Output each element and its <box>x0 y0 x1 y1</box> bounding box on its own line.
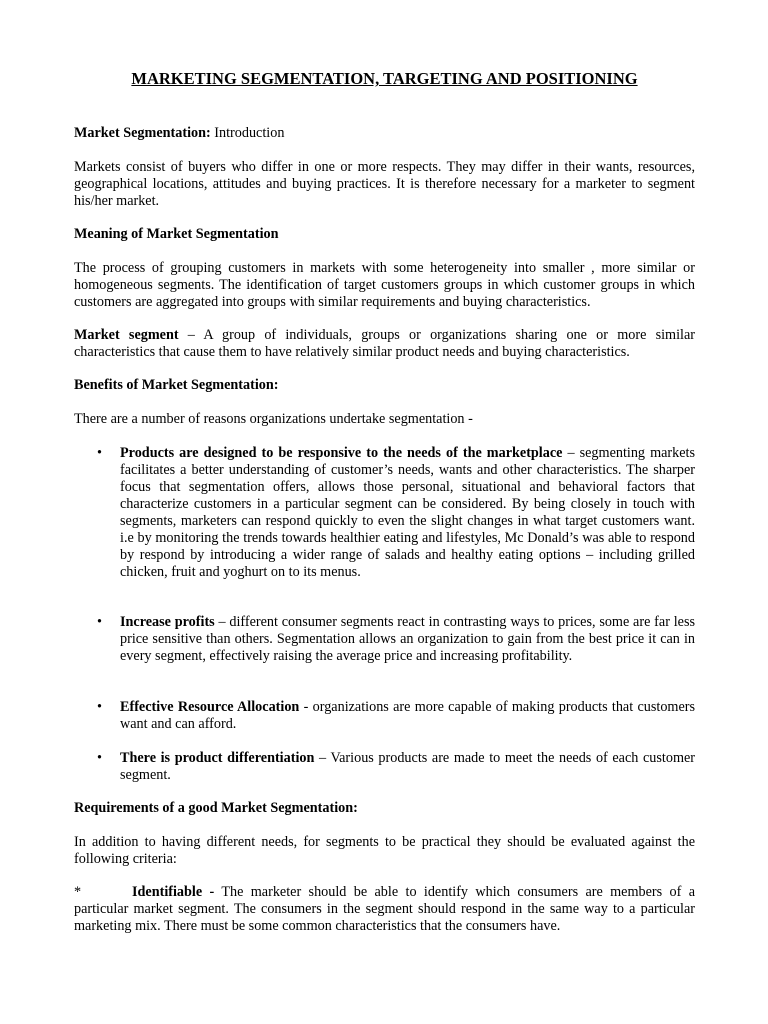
benefit-term: Increase profits <box>120 614 215 630</box>
segment-definition <box>74 327 695 361</box>
bullet-icon: • <box>97 445 102 461</box>
segment-text: – A group of individuals, groups or organizations sharing one or more similar characteristics that cause them to have relatively similar product needs and buying characteristics. <box>74 327 695 360</box>
benefit-text: – Various products are made to meet the needs of each customer segment. <box>120 750 695 783</box>
asterisk-marker: * <box>74 884 82 900</box>
bullet-icon: • <box>97 699 102 715</box>
criteria-identifiable <box>74 884 695 935</box>
criteria-text: The marketer should be able to identify which consumers are members of a particular market segment. The consumers in the segment should respond in the same way to a particular marketing mix. There must be some common characteristics that the consumers have. <box>74 884 695 934</box>
benefits-intro: There are a number of reasons organizations undertake segmentation - <box>74 411 473 427</box>
page-title: MARKETING SEGMENTATION, TARGETING AND POSITIONING <box>131 69 638 88</box>
intro-text: Introduction <box>210 125 285 141</box>
benefit-text: – segmenting markets facilitates a better understanding of customer’s needs, wants and other characteristics. The sharper focus that segmentation offers, allows those personal, situational and behavioral factors that characterize customers in a particular segment can be considered. By being closely in touch with segments, marketers can respond quickly to even the slight changes in what target customers want. i.e by monitoring the trends towards healthier eating and lifestyles, Mc Donald’s was able to respond by respond by introducing a wider range of salads and healthy eating options – including grilled chicken, fruit and yoghurt on to its menus. <box>120 445 695 580</box>
benefit-term: There is product differentiation <box>120 750 315 766</box>
benefit-term: Effective Resource Allocation <box>120 699 300 715</box>
list-item <box>97 750 695 784</box>
meaning-paragraph: The process of grouping customers in markets with some heterogeneity into smaller , more similar or homogeneous segments. The identification of target customers groups in which customer groups in which customers are aggregated into groups with similar requirements and buying characteristics. <box>74 260 695 310</box>
bullet-icon: • <box>97 614 102 630</box>
meaning-heading: Meaning of Market Segmentation <box>74 226 279 242</box>
requirements-heading: Requirements of a good Market Segmentation: <box>74 800 358 816</box>
intro-paragraph: Markets consist of buyers who differ in one or more respects. They may differ in their wants, resources, geographical locations, attitudes and buying practices. It is therefore necessary for a marketer to segment his/her market. <box>74 159 695 209</box>
benefit-term: Products are designed to be responsive to the needs of the marketplace <box>120 445 563 461</box>
benefit-text: - organizations are more capable of making products that customers want and can afford. <box>120 699 695 732</box>
intro-line <box>74 125 695 142</box>
list-item <box>97 699 695 733</box>
benefit-text: – different consumer segments react in contrasting ways to prices, some are far less price sensitive than others. Segmentation allows an organization to gain from the best price it can in every segment, effectively raising the average price and increasing profitability. <box>120 614 695 664</box>
bullet-icon: • <box>97 750 102 766</box>
list-item <box>97 445 695 581</box>
requirements-intro: In addition to having different needs, for segments to be practical they should be evaluated against the following criteria: <box>74 834 695 867</box>
list-item <box>97 614 695 665</box>
segment-term: Market segment <box>74 327 179 343</box>
intro-label: Market Segmentation: <box>74 125 211 141</box>
criteria-term: Identifiable - <box>132 884 215 900</box>
benefits-heading: Benefits of Market Segmentation: <box>74 377 279 393</box>
